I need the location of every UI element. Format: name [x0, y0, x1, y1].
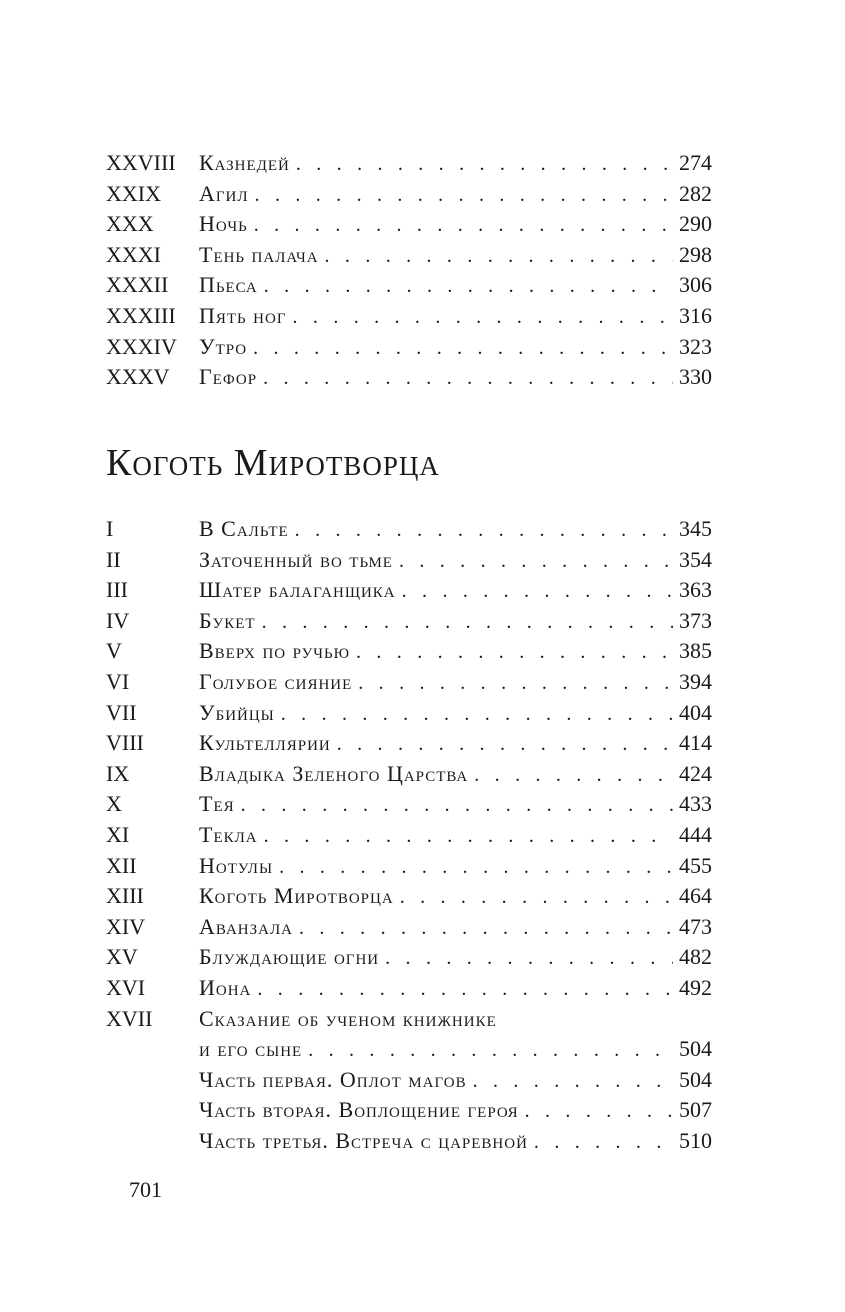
toc-row: [106, 606, 712, 637]
chapter-number: XIII: [106, 883, 144, 909]
leader-dots: [257, 974, 673, 1005]
toc-row: [106, 667, 712, 698]
toc-row: [106, 789, 712, 820]
page-number: 316: [679, 302, 712, 328]
leader-dots: [358, 668, 673, 699]
page-number: 482: [679, 944, 712, 970]
toc-row: [106, 912, 712, 943]
chapter-title: Блуждающие огни: [199, 944, 380, 970]
toc-row: [106, 973, 712, 1004]
toc-row: [106, 148, 712, 179]
chapter-title: Аванзала: [199, 913, 293, 939]
page-number: 414: [679, 730, 712, 756]
chapter-title: Ночь: [199, 211, 248, 237]
chapter-number: VII: [106, 699, 137, 725]
chapter-title: Заточенный во тьме: [199, 546, 393, 572]
leader-dots: [325, 241, 673, 272]
chapter-number: XXXII: [106, 272, 169, 298]
leader-dots: [281, 699, 673, 730]
toc-row: [106, 851, 712, 882]
toc-row: [106, 575, 712, 606]
page-number: 385: [679, 638, 712, 664]
chapter-title: Нотулы: [199, 852, 274, 878]
toc-row: [106, 270, 712, 301]
leader-dots: [473, 1066, 673, 1097]
page-number: 455: [679, 852, 712, 878]
chapter-title: В Сальте: [199, 516, 289, 541]
leader-dots: [402, 576, 673, 607]
chapter-title: Часть первая. Оплот магов: [199, 1066, 467, 1092]
chapter-number: XXX: [106, 211, 154, 237]
toc-row: [106, 1034, 712, 1065]
leader-dots: [255, 180, 673, 211]
page-number: 290: [679, 211, 712, 237]
chapter-number: V: [106, 638, 122, 664]
leader-dots: [241, 790, 673, 821]
chapter-number: III: [106, 577, 128, 603]
chapter-number: XV: [106, 944, 138, 970]
chapter-number: VIII: [106, 730, 144, 756]
chapter-title: Культеллярии: [199, 730, 331, 756]
chapter-number: I: [106, 516, 114, 541]
page-number: 363: [679, 577, 712, 603]
chapter-number: XXIX: [106, 180, 161, 206]
toc-row: [106, 301, 712, 332]
page-number: 424: [679, 760, 712, 786]
toc-row: [106, 881, 712, 912]
chapter-title: Убийцы: [199, 699, 275, 725]
leader-dots: [337, 729, 673, 760]
chapter-title: и его сыне: [199, 1036, 303, 1062]
chapter-title: Казнедей: [199, 150, 290, 175]
page-number: 510: [679, 1127, 712, 1153]
leader-dots: [264, 271, 673, 302]
page-number: 298: [679, 241, 712, 267]
chapter-number: XXXI: [106, 241, 161, 267]
toc-row: [106, 332, 712, 363]
toc-row: [106, 240, 712, 271]
leader-dots: [385, 943, 673, 974]
chapter-number: XXVIII: [106, 150, 176, 175]
chapter-title: Часть третья. Встреча с царевной: [199, 1127, 528, 1153]
leader-dots: [279, 852, 673, 883]
chapter-title: Агил: [199, 180, 249, 206]
toc-row: [106, 362, 712, 393]
page-number: 507: [679, 1097, 712, 1123]
leader-dots: [400, 882, 673, 913]
chapter-number: II: [106, 546, 121, 572]
chapter-title: Часть вторая. Воплощение героя: [199, 1097, 519, 1123]
leader-dots: [293, 302, 673, 333]
chapter-number: IX: [106, 760, 130, 786]
leader-dots: [296, 149, 673, 180]
chapter-title: Гефор: [199, 364, 258, 390]
leader-dots: [399, 546, 673, 577]
chapter-title: Шатер балаганщика: [199, 577, 396, 603]
chapter-number: XI: [106, 821, 130, 847]
toc-row: [106, 698, 712, 729]
chapter-number: XXXIV: [106, 333, 177, 359]
chapter-number: XXXV: [106, 364, 170, 390]
chapter-title: Букет: [199, 607, 256, 633]
chapter-title: Сказание об ученом книжнике: [199, 1005, 497, 1031]
leader-dots: [534, 1127, 673, 1158]
toc-row: [106, 820, 712, 851]
leader-dots: [253, 333, 673, 364]
chapter-title: Коготь Миротворца: [199, 883, 394, 909]
page-number: 282: [679, 180, 712, 206]
chapter-title: Иона: [199, 974, 252, 1000]
toc-row: [106, 514, 712, 545]
chapter-number: XXXIII: [106, 302, 176, 328]
page-number: 473: [679, 913, 712, 939]
leader-dots: [474, 760, 673, 791]
chapter-title: Тея: [199, 791, 235, 817]
leader-dots: [254, 210, 673, 241]
page-number: 404: [679, 699, 712, 725]
page-number: 464: [679, 883, 712, 909]
chapter-title: Текла: [199, 821, 258, 847]
page-number: 394: [679, 668, 712, 694]
page-number: 323: [679, 333, 712, 359]
chapter-number: X: [106, 791, 122, 817]
page-folio: 701: [129, 1177, 162, 1202]
leader-dots: [264, 821, 673, 852]
toc-row: [106, 942, 712, 973]
toc-row: [106, 728, 712, 759]
chapter-number: XIV: [106, 913, 146, 939]
toc-row: [106, 1126, 712, 1157]
leader-dots: [262, 607, 673, 638]
toc-row: [106, 759, 712, 790]
toc-list-bottom: [106, 514, 712, 1156]
chapter-title: Вверх по ручью: [199, 638, 350, 664]
leader-dots: [295, 515, 673, 546]
chapter-title: Утро: [199, 333, 248, 359]
chapter-title: Пьеса: [199, 272, 258, 298]
page-number: 306: [679, 272, 712, 298]
toc-list-top: [106, 148, 712, 393]
toc-row: [106, 1065, 712, 1096]
page-number: 433: [679, 791, 712, 817]
page-number: 274: [679, 150, 712, 175]
page-number: 330: [679, 364, 712, 390]
chapter-number: VI: [106, 668, 130, 694]
leader-dots: [299, 913, 673, 944]
page-number: 373: [679, 607, 712, 633]
page-number: 504: [679, 1066, 712, 1092]
toc-row: [106, 179, 712, 210]
chapter-title: Голубое сияние: [199, 668, 353, 694]
chapter-number: IV: [106, 607, 130, 633]
chapter-number: XVII: [106, 1005, 153, 1031]
page-number: 492: [679, 974, 712, 1000]
toc-row: [106, 545, 712, 576]
chapter-number: XVI: [106, 974, 146, 1000]
leader-dots: [308, 1035, 673, 1066]
toc-row: [106, 1004, 712, 1035]
page-number: 444: [679, 821, 712, 847]
leader-dots: [263, 363, 673, 394]
chapter-title: Тень палача: [199, 241, 319, 267]
page-number: 345: [679, 516, 712, 541]
chapter-title: Пять ног: [199, 302, 287, 328]
chapter-number: XII: [106, 852, 137, 878]
page-number: 354: [679, 546, 712, 572]
leader-dots: [356, 637, 673, 668]
leader-dots: [525, 1096, 673, 1127]
toc-row: [106, 636, 712, 667]
section-title: Коготь Миротворца: [106, 442, 440, 484]
toc-row: [106, 1095, 712, 1126]
chapter-title: Владыка Зеленого Царства: [199, 760, 469, 786]
toc-row: [106, 209, 712, 240]
page-number: 504: [679, 1036, 712, 1062]
